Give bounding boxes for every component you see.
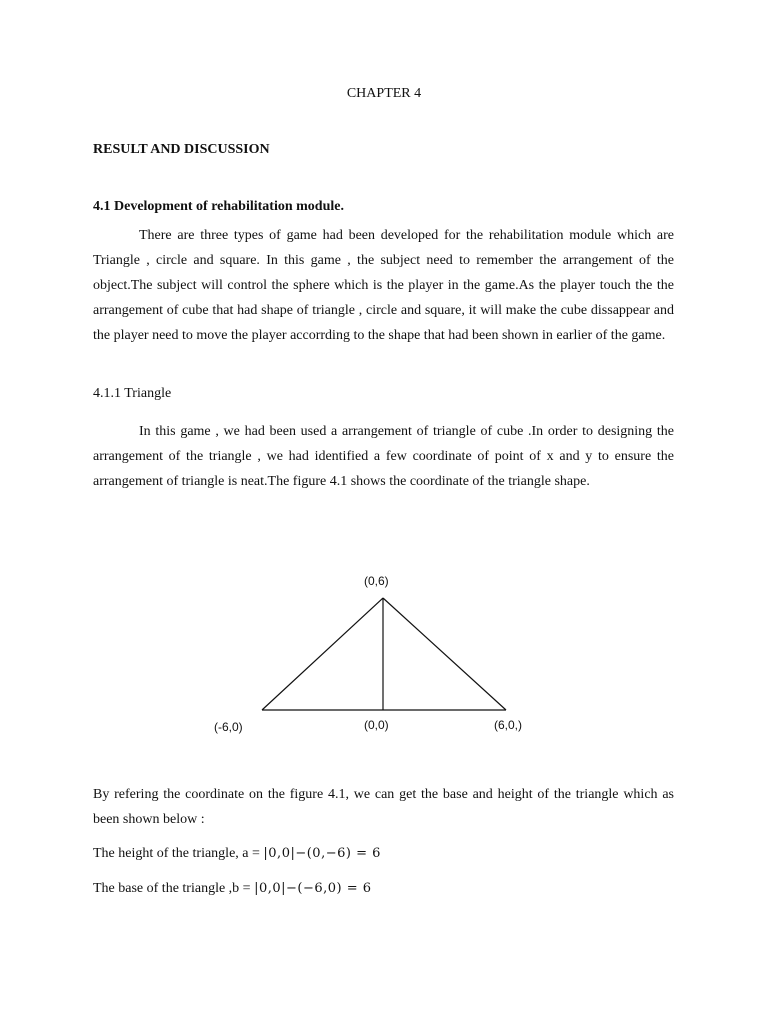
paragraph-reference: By refering the coordinate on the figure 4.1, we can get the base and height of the triangle which as been shown below : [93,787,674,827]
base-equation-math: |0,0|−(−6,0) = 6 [254,881,372,896]
height-equation [93,846,381,862]
paragraph-triangle: In this game , we had been used a arrangement of triangle of cube .In order to designing the arrangement of the triangle , we had identified a few coordinate of point of x and y to ensure the arrangement of triangle is neat.The figure 4.1 shows the coordinate of the triangle shape. [93,424,674,489]
base-equation-text: The base of the triangle ,b = [93,881,255,896]
label-right-vertex: (6,0,) [494,718,523,732]
subsection-title: 4.1 Development of rehabilitation module. [93,199,344,214]
label-apex: (0,6) [364,574,389,588]
paragraph-intro: There are three types of game had been developed for the rehabilitation module which are Triangle , circle and square. In this game , the subject need to remember the arrangement of the object.The subject will control the sphere which is the player in the game.As the player touch the the arrangement of cube that had shape of triangle , circle and square, it will make the cube dissappear and the player need to move the player accorrding to the shape that had been shown in earlier of the game. [93,228,674,343]
height-equation-text: The height of the triangle, a = [93,846,264,861]
subsubsection-title: 4.1.1 Triangle [93,386,172,401]
triangle-left-edge [262,598,383,710]
height-equation-math: |0,0|−(0,−6) = 6 [263,846,381,861]
base-equation [93,881,372,897]
label-origin: (0,0) [364,718,389,732]
chapter-heading: CHAPTER 4 [346,86,422,101]
triangle-right-edge [383,598,506,710]
section-title: RESULT AND DISCUSSION [93,142,270,157]
label-left-vertex: (-6,0) [214,720,243,734]
